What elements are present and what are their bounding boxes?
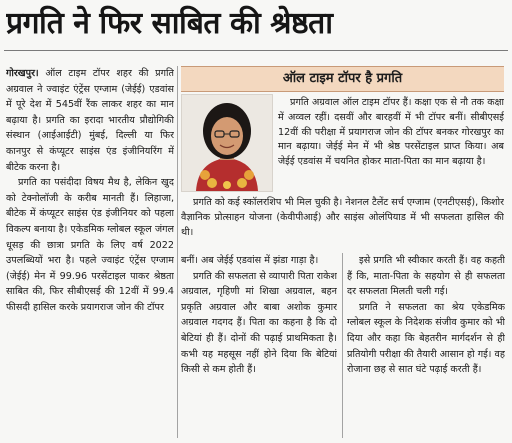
col2-paragraph-1: बनीं। अब जेईई एडवांस में झंडा गाड़ा है। bbox=[181, 255, 319, 266]
headline-divider bbox=[4, 50, 508, 51]
sidebar-text-top bbox=[278, 96, 504, 196]
sidebar-banner: ऑल टाइम टॉपर है प्रगति bbox=[181, 66, 504, 92]
student-photo bbox=[181, 94, 273, 192]
col2-paragraph-2: प्रगति की सफलता से व्यापारी पिता राकेश अग्रवाल, गृहिणी मां शिखा अग्रवाल, बहन प्रकृति अग्रवाल और बाबा अशोक कुमार अग्रवाल गदगद हैं। पिता का कहना है कि दो बेटियां ही हैं। दोनों की पढ़ाई प्राथमिकता है। कभी यह महसूस नहीं होने दिया कि बेटियां किसी से कम होती हैं। bbox=[181, 270, 337, 376]
sidebar-paragraph-1: प्रगति अग्रवाल ऑल टाइम टॉपर हैं। कक्षा एक से नौ तक कक्षा में अव्वल रहीं। दसवीं और बारहवीं में भी टॉपर बनीं। सीबीएसई 12वीं की परीक्षा में प्रयागराज जोन की टॉपर बनकर गोरखपुर का मान बढ़ाया। जेईई मेन में भी श्रेष्ठ परसेंटाइल प्राप्त किया। अब जेईई एडवांस में चयनित होकर माता-पिता का मान बढ़ाया है। bbox=[278, 97, 504, 168]
col3-paragraph-1: इसे प्रगति भी स्वीकार करती हैं। वह कहती हैं कि, माता-पिता के सहयोग से ही सफलता दर सफलता मिलती चली गई। bbox=[347, 255, 505, 298]
col1-paragraph-2: प्रगति का पसंदीदा विषय मैथ है, लेकिन खुद को टेक्नोलॉजी के करीब मानती हैं। लिहाजा, बीटेक में कंप्यूटर साइंस एंड इंजीनियर को पहला विकल्प बनाया है। एकेडमिक ग्लोबल स्कूल जंगल धूसड़ की छात्रा प्रगति के लिए वर्ष 2022 उपलब्धियों भरा है। पहले ज्वाइंट एंट्रेंस एग्जाम (जेईई) मेन में 99.96 परसेंटाइल पाकर श्रेष्ठता साबित की, फिर सीबीएसई की 12वीं में 99.4 फीसदी हासिल करके प्रयागराज जोन की टॉपर bbox=[6, 177, 174, 313]
portrait-illustration bbox=[182, 95, 272, 191]
col3-paragraph-2: प्रगति ने सफलता का श्रेय एकेडमिक ग्लोबल स्कूल के निदेशक संजीव कुमार को भी दिया और कहा कि बेहतरीन मार्गदर्शन से ही प्रतियोगी परीक्षा की तैयारी आसान हो गई। वह रोजाना छह से सात घंटे पढ़ाई करती हैं। bbox=[347, 301, 505, 376]
column-divider bbox=[342, 253, 343, 438]
article-column-1 bbox=[6, 66, 174, 438]
dateline: गोरखपुर। bbox=[6, 68, 39, 79]
column-divider bbox=[177, 66, 178, 438]
col1-paragraph-1 bbox=[6, 66, 174, 175]
headline: प्रगति ने फिर साबित की श्रेष्ठता bbox=[6, 6, 333, 41]
sidebar-text-bottom bbox=[181, 196, 504, 242]
col1-lead-text: ऑल टाइम टॉपर शहर की प्रगति अग्रवाल ने ज्वाइंट एंट्रेंस एग्जाम (जेईई) एडवांस में पूरे देश में 545वीं रैंक लाकर शहर का मान बढ़ाया है। प्रगति का इरादा भारतीय प्रौद्योगिकी संस्थान (आईआईटी) मुंबई, दिल्ली या फिर कानपुर से कंप्यूटर साइंस एंड इंजीनियरिंग में बीटेक करना है। bbox=[6, 68, 174, 173]
article-column-2 bbox=[181, 253, 337, 438]
article-column-3 bbox=[347, 253, 505, 438]
sidebar-paragraph-2: प्रगति को कई स्कॉलरशिप भी मिल चुकी है। नेशनल टैलेंट सर्च एग्जाम (एनटीएसई), किशोर वैज्ञानिक प्रोत्साहन योजना (केवीपीआई) और साइंस ओलंपियाड में भी सफलता हासिल की थी। bbox=[181, 197, 504, 238]
